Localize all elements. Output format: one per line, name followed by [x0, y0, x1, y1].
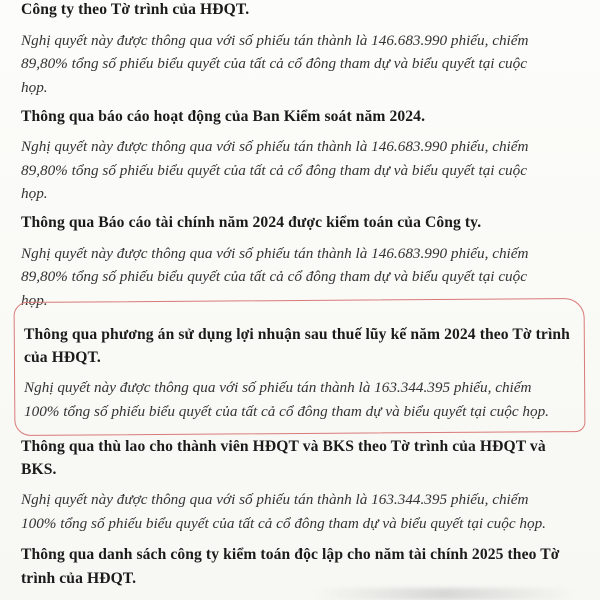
- section-body-line: họp.: [21, 79, 48, 96]
- section-body-line: Nghị quyết này được thông qua với số phiếu tán thành là 163.344.395 phiếu, chiếm: [21, 491, 529, 508]
- section-body-line: 89,80% tổng số phiếu biểu quyết của tất cả cổ đông tham dự và biểu quyết tại cuộc: [21, 162, 527, 179]
- section-title: Thông qua thù lao cho thành viên HĐQT và BKS theo Tờ trình của HĐQT và: [21, 438, 546, 455]
- section-title: Thông qua danh sách công ty kiểm toán độc lập cho năm tài chính 2025 theo Tờ: [21, 546, 560, 563]
- section-body-line: Nghị quyết này được thông qua với số phiếu tán thành là 146.683.990 phiếu, chiếm: [21, 245, 529, 262]
- section-body-line: Nghị quyết này được thông qua với số phiếu tán thành là 163.344.395 phiếu, chiếm: [24, 379, 532, 396]
- section-body-line: 100% tổng số phiếu biểu quyết của tất cả cổ đông tham dự và biểu quyết tại cuộc họp.: [21, 515, 546, 532]
- section-title: của HĐQT.: [24, 349, 101, 366]
- section-title: Thông qua Báo cáo tài chính năm 2024 được kiểm toán của Công ty.: [21, 214, 482, 231]
- section-body-line: Nghị quyết này được thông qua với số phiếu tán thành là 146.683.990 phiếu, chiếm: [21, 32, 529, 49]
- section-body-line: họp.: [21, 185, 48, 202]
- section-title: BKS.: [21, 461, 57, 478]
- section-title: Thông qua phương án sử dụng lợi nhuận sau thuế lũy kế năm 2024 theo Tờ trình: [24, 326, 570, 343]
- section-title: Thông qua báo cáo hoạt động của Ban Kiểm soát năm 2024.: [21, 108, 426, 125]
- section-body-line: họp.: [21, 292, 48, 309]
- section-body-line: 89,80% tổng số phiếu biểu quyết của tất cả cổ đông tham dự và biểu quyết tại cuộc: [21, 268, 527, 285]
- section-title: trình của HĐQT.: [21, 570, 137, 587]
- section-body-line: 100% tổng số phiếu biểu quyết của tất cả cổ đông tham dự và biểu quyết tại cuộc họp.: [24, 403, 549, 420]
- section-body-line: Nghị quyết này được thông qua với số phiếu tán thành là 146.683.990 phiếu, chiếm: [21, 138, 529, 155]
- section-title: Công ty theo Tờ trình của HĐQT.: [21, 1, 250, 18]
- scan-smear: [315, 588, 575, 600]
- section-body-line: 89,80% tổng số phiếu biểu quyết của tất cả cổ đông tham dự và biểu quyết tại cuộc: [21, 55, 527, 72]
